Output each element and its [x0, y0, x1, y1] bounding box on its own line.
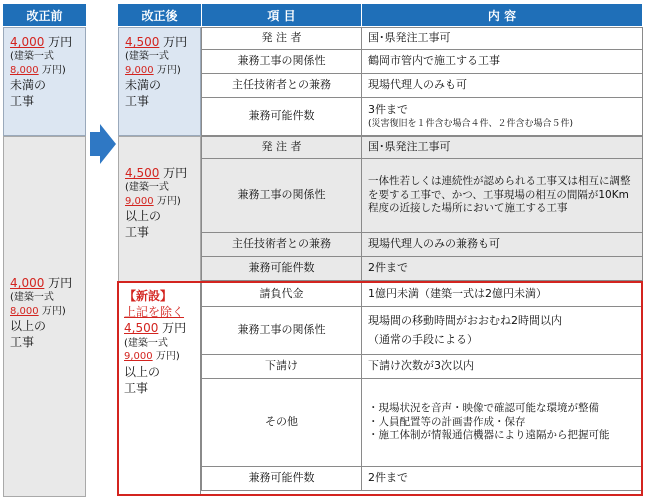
after-upper-cell — [118, 27, 201, 136]
row-item: 兼務可能件数 — [202, 257, 362, 281]
table-row — [202, 137, 643, 159]
table-row — [202, 159, 643, 233]
after-new-line3: 以上の — [124, 364, 161, 379]
row-item: 発 注 者 — [202, 137, 362, 159]
table-row — [202, 50, 643, 74]
row-item: その他 — [202, 379, 362, 467]
before-upper-note1: (建築一式 — [10, 51, 54, 63]
row-content — [362, 98, 643, 136]
row-item: 下請け — [202, 355, 362, 379]
after-upper-line3: 未満の — [125, 78, 162, 93]
before-lower-note2-amount: 8,000 — [10, 305, 39, 317]
header-item: 項 目 — [201, 4, 361, 26]
table-row — [202, 467, 643, 491]
other-line-3: ・施工体制が情報通信機器により遠隔から把握可能 — [368, 429, 610, 442]
after-upper-amount: 4,500 — [125, 35, 160, 49]
table-row — [202, 307, 643, 355]
middle-table — [201, 136, 643, 281]
row-content: 下請け次数が3次以内 — [362, 355, 643, 379]
before-lower-line3: 以上の — [10, 319, 47, 334]
row-content: 国･県発注工事可 — [362, 137, 643, 159]
table-row — [202, 74, 643, 98]
table-row — [202, 233, 643, 257]
before-upper-unit: 万円 — [44, 35, 73, 49]
after-middle-cell — [118, 136, 201, 282]
before-lower-unit: 万円 — [44, 276, 73, 290]
after-upper-unit: 万円 — [159, 35, 188, 49]
before-upper-note2-amount: 8,000 — [10, 64, 39, 76]
table-row — [202, 379, 643, 467]
row-item: 兼務工事の関係性 — [202, 307, 362, 355]
before-lower-note1: (建築一式 — [10, 292, 54, 304]
row-content: 1億円未満（建築一式は2億円未満） — [362, 283, 643, 307]
row-content-main: 3件まで — [368, 103, 408, 116]
after-upper-line4: 工事 — [125, 94, 150, 109]
table-row — [202, 355, 643, 379]
new-tag: 【新設】 — [124, 289, 173, 303]
before-lower-line4: 工事 — [10, 335, 35, 350]
before-lower-cell — [3, 136, 86, 497]
header-before: 改正前 — [3, 4, 86, 26]
row-item: 発 注 者 — [202, 28, 362, 50]
after-new-note2-unit: 万円) — [152, 351, 180, 363]
except-label: 上記を除く — [124, 305, 185, 320]
after-middle-unit: 万円 — [159, 166, 188, 180]
row-item: 兼務工事の関係性 — [202, 159, 362, 233]
row-content: 2件まで — [362, 467, 643, 491]
after-middle-line3: 以上の — [125, 209, 162, 224]
table-row — [202, 28, 643, 50]
other-line-1: ・現場状況を音声・映像で確認可能な環境が整備 — [368, 402, 599, 415]
row-content-main: 現場間の移動時間がおおむね2時間以内 — [368, 313, 562, 327]
other-line-2: ・人員配置等の計画書作成・保存 — [368, 415, 526, 428]
after-middle-note2-unit: 万円) — [153, 195, 181, 207]
table-row — [202, 98, 643, 136]
after-middle-note2-amount: 9,000 — [125, 195, 154, 207]
row-content: 現場代理人のみも可 — [362, 74, 643, 98]
after-new-unit: 万円 — [158, 321, 187, 336]
after-new-note1: (建築一式 — [124, 337, 168, 349]
row-item: 兼務可能件数 — [202, 98, 362, 136]
before-upper-cell — [3, 27, 86, 136]
table-row — [202, 257, 643, 281]
after-upper-note1: (建築一式 — [125, 51, 169, 63]
upper-table — [201, 27, 643, 136]
row-content: 国･県発注工事可 — [362, 28, 643, 50]
after-new-note2-amount: 9,000 — [124, 351, 153, 363]
row-content: 現場代理人のみの兼務も可 — [362, 233, 643, 257]
row-content — [362, 307, 643, 355]
header-after: 改正後 — [118, 4, 201, 26]
after-upper-note2-amount: 9,000 — [125, 64, 154, 76]
after-middle-amount: 4,500 — [125, 166, 160, 180]
after-new-cell — [118, 282, 201, 495]
row-item: 請負代金 — [202, 283, 362, 307]
before-lower-amount: 4,000 — [10, 276, 45, 290]
after-middle-note1: (建築一式 — [125, 182, 169, 194]
before-upper-note2-unit: 万円) — [38, 64, 66, 76]
row-item: 主任技術者との兼務 — [202, 233, 362, 257]
row-item: 主任技術者との兼務 — [202, 74, 362, 98]
after-new-amount: 4,500 — [124, 321, 159, 336]
new-table — [201, 282, 643, 491]
right-arrow-icon — [90, 124, 116, 164]
after-new-line4: 工事 — [124, 380, 149, 395]
after-upper-note2-unit: 万円) — [153, 64, 181, 76]
row-content: 鶴岡市管内で施工する工事 — [362, 50, 643, 74]
before-upper-amount: 4,000 — [10, 35, 45, 49]
header-content: 内 容 — [361, 4, 642, 26]
row-content: 2件まで — [362, 257, 643, 281]
table-row — [202, 283, 643, 307]
before-upper-line3: 未満の — [10, 78, 47, 93]
row-content-sub: （通常の手段による） — [368, 332, 478, 346]
row-content: 一体性若しくは連続性が認められる工事又は相互に調整を要する工事で、かつ、工事現場の相互の間隔が10Km程度の近接した場所において施工する工事 — [362, 159, 643, 233]
row-content-sub: (災害復旧を１件含む場合４件、２件含む場合５件) — [368, 118, 574, 129]
before-lower-note2-unit: 万円) — [38, 305, 66, 317]
row-item: 兼務可能件数 — [202, 467, 362, 491]
before-upper-line4: 工事 — [10, 94, 35, 109]
row-content — [362, 379, 643, 467]
after-middle-line4: 工事 — [125, 225, 150, 240]
row-item: 兼務工事の関係性 — [202, 50, 362, 74]
